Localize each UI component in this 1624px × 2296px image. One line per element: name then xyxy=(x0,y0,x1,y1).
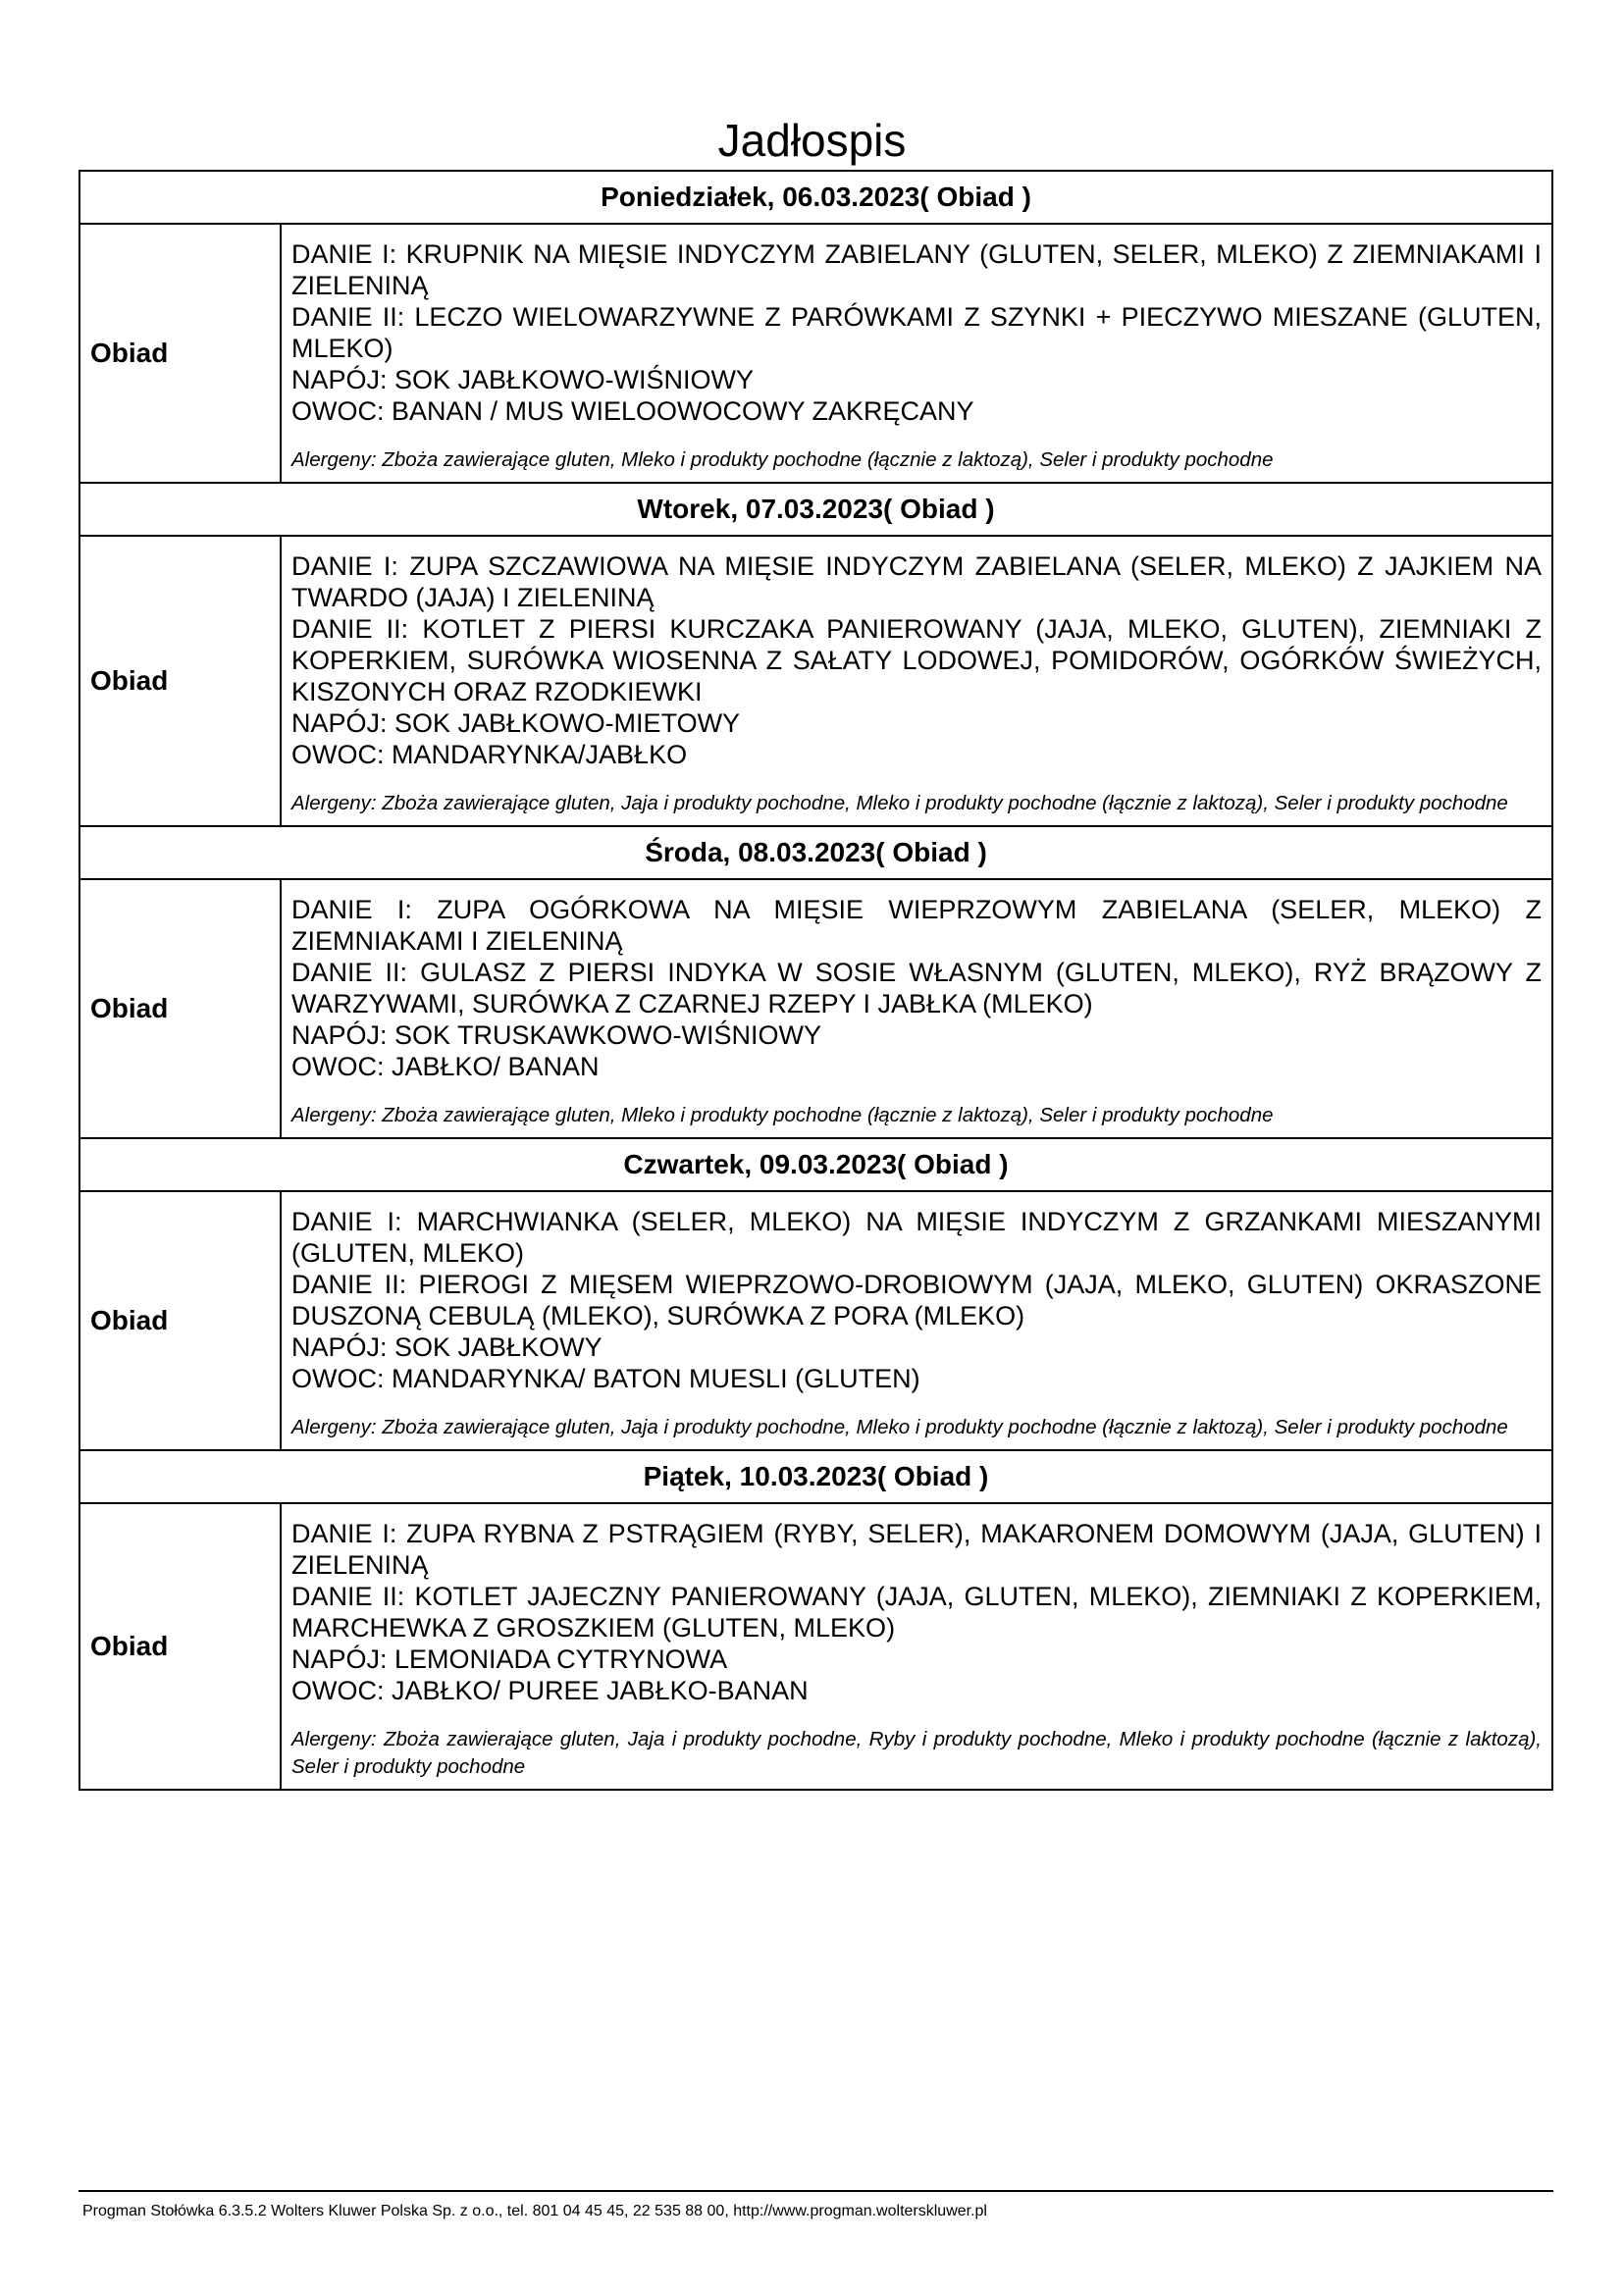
day-header-row xyxy=(79,171,1552,224)
dish-line: NAPÓJ: SOK JABŁKOWY xyxy=(291,1332,602,1362)
day-header: Poniedziałek, 06.03.2023( Obiad ) xyxy=(79,171,1552,224)
allergens-note: Alergeny: Zboża zawierające gluten, Mleko i produkty pochodne (łącznie z laktozą), Seler i produkty pochodne xyxy=(291,1104,1274,1126)
day-header-row xyxy=(79,483,1552,536)
day-header-row xyxy=(79,1138,1552,1191)
meal-row xyxy=(79,536,1552,826)
dish-line: DANIE I: ZUPA SZCZAWIOWA NA MIĘSIE INDYCZYM ZABIELANA (SELER, MLEKO) Z JAJKIEM NA TWARDO (JAJA) I ZIELENINĄ xyxy=(291,551,1542,612)
dish-line: DANIE II: KOTLET Z PIERSI KURCZAKA PANIEROWANY (JAJA, MLEKO, GLUTEN), ZIEMNIAKI Z KOPERKIEM, SURÓWKA WIOSENNA Z SAŁATY LODOWEJ, POMIDORÓW, OGÓRKÓW ŚWIEŻYCH, KISZONYCH ORAZ RZODKIEWKI xyxy=(291,614,1542,706)
dish-line: DANIE II: LECZO WIELOWARZYWNE Z PARÓWKAMI Z SZYNKI + PIECZYWO MIESZANE (GLUTEN, MLEKO) xyxy=(291,302,1542,363)
dish-line: OWOC: MANDARYNKA/JABŁKO xyxy=(291,740,688,769)
dishes-cell xyxy=(281,1191,1552,1450)
day-header: Wtorek, 07.03.2023( Obiad ) xyxy=(79,483,1552,536)
meal-label: Obiad xyxy=(79,536,281,826)
meal-row xyxy=(79,1191,1552,1450)
dish-line: DANIE I: ZUPA OGÓRKOWA NA MIĘSIE WIEPRZOWYM ZABIELANA (SELER, MLEKO) Z ZIEMNIAKAMI I ZIELENINĄ xyxy=(291,895,1542,956)
meal-row xyxy=(79,1503,1552,1790)
day-header-row xyxy=(79,826,1552,879)
dishes-cell xyxy=(281,1503,1552,1790)
page-title: Jadłospis xyxy=(717,114,907,166)
dish-line: NAPÓJ: SOK TRUSKAWKOWO-WIŚNIOWY xyxy=(291,1020,822,1050)
dish-line: DANIE I: ZUPA RYBNA Z PSTRĄGIEM (RYBY, SELER), MAKARONEM DOMOWYM (JAJA, GLUTEN) I ZIELENINĄ xyxy=(291,1519,1542,1580)
meal-label: Obiad xyxy=(79,224,281,483)
day-header: Piątek, 10.03.2023( Obiad ) xyxy=(79,1450,1552,1503)
meal-row xyxy=(79,879,1552,1138)
meal-row xyxy=(79,224,1552,483)
allergens-note: Alergeny: Zboża zawierające gluten, Jaja i produkty pochodne, Ryby i produkty pochodne, Mleko i produkty pochodne (łącznie z laktozą), Seler i produkty pochodne xyxy=(291,1728,1542,1778)
meal-label: Obiad xyxy=(79,879,281,1138)
meal-label: Obiad xyxy=(79,1191,281,1450)
dish-line: DANIE II: PIEROGI Z MIĘSEM WIEPRZOWO-DROBIOWYM (JAJA, MLEKO, GLUTEN) OKRASZONE DUSZONĄ CEBULĄ (MLEKO), SURÓWKA Z PORA (MLEKO) xyxy=(291,1270,1542,1331)
footer-text: Progman Stołówka 6.3.5.2 Wolters Kluwer Polska Sp. z o.o., tel. 801 04 45 45, 22 535 88 00, http://www.progman.wolterskluwer.pl xyxy=(82,2203,987,2219)
dish-line: OWOC: JABŁKO/ BANAN xyxy=(291,1052,600,1081)
allergens-note: Alergeny: Zboża zawierające gluten, Jaja i produkty pochodne, Mleko i produkty pochodne (łącznie z laktozą), Seler i produkty pochodne xyxy=(291,1416,1508,1438)
dishes-cell xyxy=(281,224,1552,483)
dish-line: OWOC: JABŁKO/ PUREE JABŁKO-BANAN xyxy=(291,1676,809,1705)
day-header-row xyxy=(79,1450,1552,1503)
day-header: Czwartek, 09.03.2023( Obiad ) xyxy=(79,1138,1552,1191)
dish-line: OWOC: MANDARYNKA/ BATON MUESLI (GLUTEN) xyxy=(291,1364,920,1393)
dish-line: DANIE II: GULASZ Z PIERSI INDYKA W SOSIE WŁASNYM (GLUTEN, MLEKO), RYŻ BRĄZOWY Z WARZYWAMI, SURÓWKA Z CZARNEJ RZEPY I JABŁKA (MLEKO) xyxy=(291,958,1542,1018)
menu-table xyxy=(79,170,1553,1791)
footer-divider xyxy=(79,2190,1553,2192)
dish-line: OWOC: BANAN / MUS WIELOOWOCOWY ZAKRĘCANY xyxy=(291,396,974,426)
meal-label: Obiad xyxy=(79,1503,281,1790)
day-header: Środa, 08.03.2023( Obiad ) xyxy=(79,826,1552,879)
dish-line: DANIE I: MARCHWIANKA (SELER, MLEKO) NA MIĘSIE INDYCZYM Z GRZANKAMI MIESZANYMI (GLUTEN, MLEKO) xyxy=(291,1207,1542,1268)
dishes-cell xyxy=(281,879,1552,1138)
dishes-cell xyxy=(281,536,1552,826)
dish-line: NAPÓJ: SOK JABŁKOWO-MIETOWY xyxy=(291,708,741,738)
dish-line: DANIE I: KRUPNIK NA MIĘSIE INDYCZYM ZABIELANY (GLUTEN, SELER, MLEKO) Z ZIEMNIAKAMI I ZIELENINĄ xyxy=(291,239,1542,300)
allergens-note: Alergeny: Zboża zawierające gluten, Mleko i produkty pochodne (łącznie z laktozą), Seler i produkty pochodne xyxy=(291,448,1274,471)
allergens-note: Alergeny: Zboża zawierające gluten, Jaja i produkty pochodne, Mleko i produkty pochodne (łącznie z laktozą), Seler i produkty pochodne xyxy=(291,792,1508,814)
dish-line: DANIE II: KOTLET JAJECZNY PANIEROWANY (JAJA, GLUTEN, MLEKO), ZIEMNIAKI Z KOPERKIEM, MARCHEWKA Z GROSZKIEM (GLUTEN, MLEKO) xyxy=(291,1582,1542,1643)
dish-line: NAPÓJ: SOK JABŁKOWO-WIŚNIOWY xyxy=(291,365,755,394)
dish-line: NAPÓJ: LEMONIADA CYTRYNOWA xyxy=(291,1644,728,1674)
